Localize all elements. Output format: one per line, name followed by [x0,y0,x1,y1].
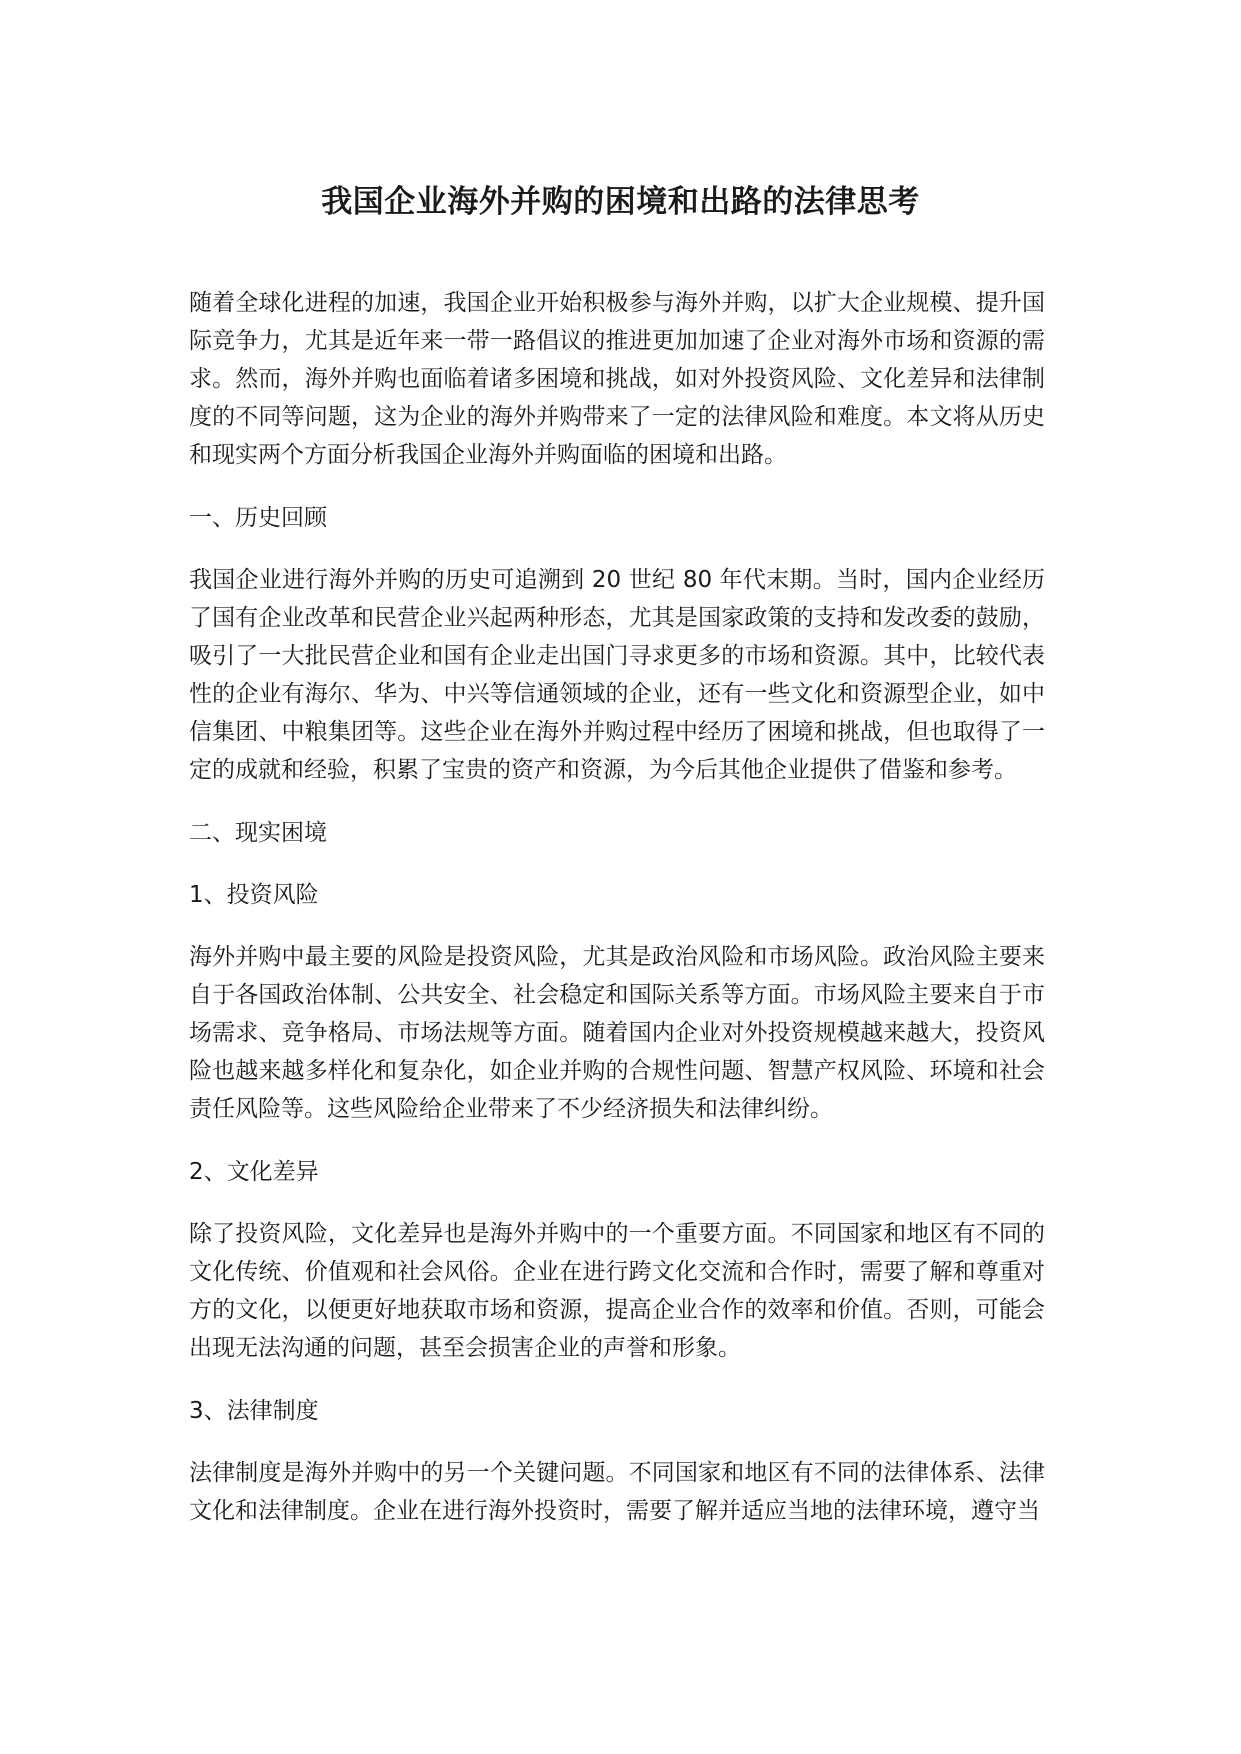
subsection-heading-investment-risk: 1、投资风险 [189,882,319,908]
document-body [189,284,1045,1530]
spacer [189,1430,1045,1454]
spacer [189,789,1045,814]
subsection-heading-cultural-difference: 2、文化差异 [189,1159,319,1185]
spacer [189,852,1045,876]
paragraph-cultural-difference: 除了投资风险，文化差异也是海外并购中的一个重要方面。不同国家和地区有不同的文化传统、价值观和社会风俗。企业在进行跨文化交流和合作时，需要了解和尊重对方的文化，以便更好地获取市场和资源，提高企业合作的效率和价值。否则，可能会出现无法沟通的问题，甚至会损害企业的声誉和形象。 [189,1221,1045,1361]
paragraph-investment-risk: 海外并购中最主要的风险是投资风险，尤其是政治风险和市场风险。政治风险主要来自于各国政治体制、公共安全、社会稳定和国际关系等方面。市场风险主要来自于市场需求、竞争格局、市场法规等方面。随着国内企业对外投资规模越来越大，投资风险也越来越多样化和复杂化，如企业并购的合规性问题、智慧产权风险、环境和社会责任风险等。这些风险给企业带来了不少经济损失和法律纠纷。 [189,944,1045,1122]
paragraph-history: 我国企业进行海外并购的历史可追溯到 20 世纪 80 年代末期。当时，国内企业经历了国有企业改革和民营企业兴起两种形态，尤其是国家政策的支持和发改委的鼓励，吸引了一大批民营企业和国有企业走出国门寻求更多的市场和资源。其中，比较代表性的企业有海尔、华为、中兴等信通领域的企业，还有一些文化和资源型企业，如中信集团、中粮集团等。这些企业在海外并购过程中经历了困境和挑战，但也取得了一定的成就和经验，积累了宝贵的资产和资源，为今后其他企业提供了借鉴和参考。 [189,567,1045,783]
section-heading-current-difficulties: 二、现实困境 [189,820,327,846]
section-heading-history: 一、历史回顾 [189,505,327,531]
document-title: 我国企业海外并购的困境和出路的法律思考 [321,184,920,220]
spacer [189,474,1045,499]
spacer [189,537,1045,561]
spacer [189,1191,1045,1215]
spacer [189,914,1045,938]
paragraph-intro: 随着全球化进程的加速，我国企业开始积极参与海外并购，以扩大企业规模、提升国际竞争力，尤其是近年来一带一路倡议的推进更加加速了企业对海外市场和资源的需求。然而，海外并购也面临着诸多困境和挑战，如对外投资风险、文化差异和法律制度的不同等问题，这为企业的海外并购带来了一定的法律风险和难度。本文将从历史和现实两个方面分析我国企业海外并购面临的困境和出路。 [189,290,1045,468]
spacer [189,1367,1045,1392]
spacer [189,1128,1045,1153]
paragraph-legal-system: 法律制度是海外并购中的另一个关键问题。不同国家和地区有不同的法律体系、法律文化和法律制度。企业在进行海外投资时，需要了解并适应当地的法律环境，遵守当 [189,1460,1045,1524]
subsection-heading-legal-system: 3、法律制度 [189,1398,319,1424]
